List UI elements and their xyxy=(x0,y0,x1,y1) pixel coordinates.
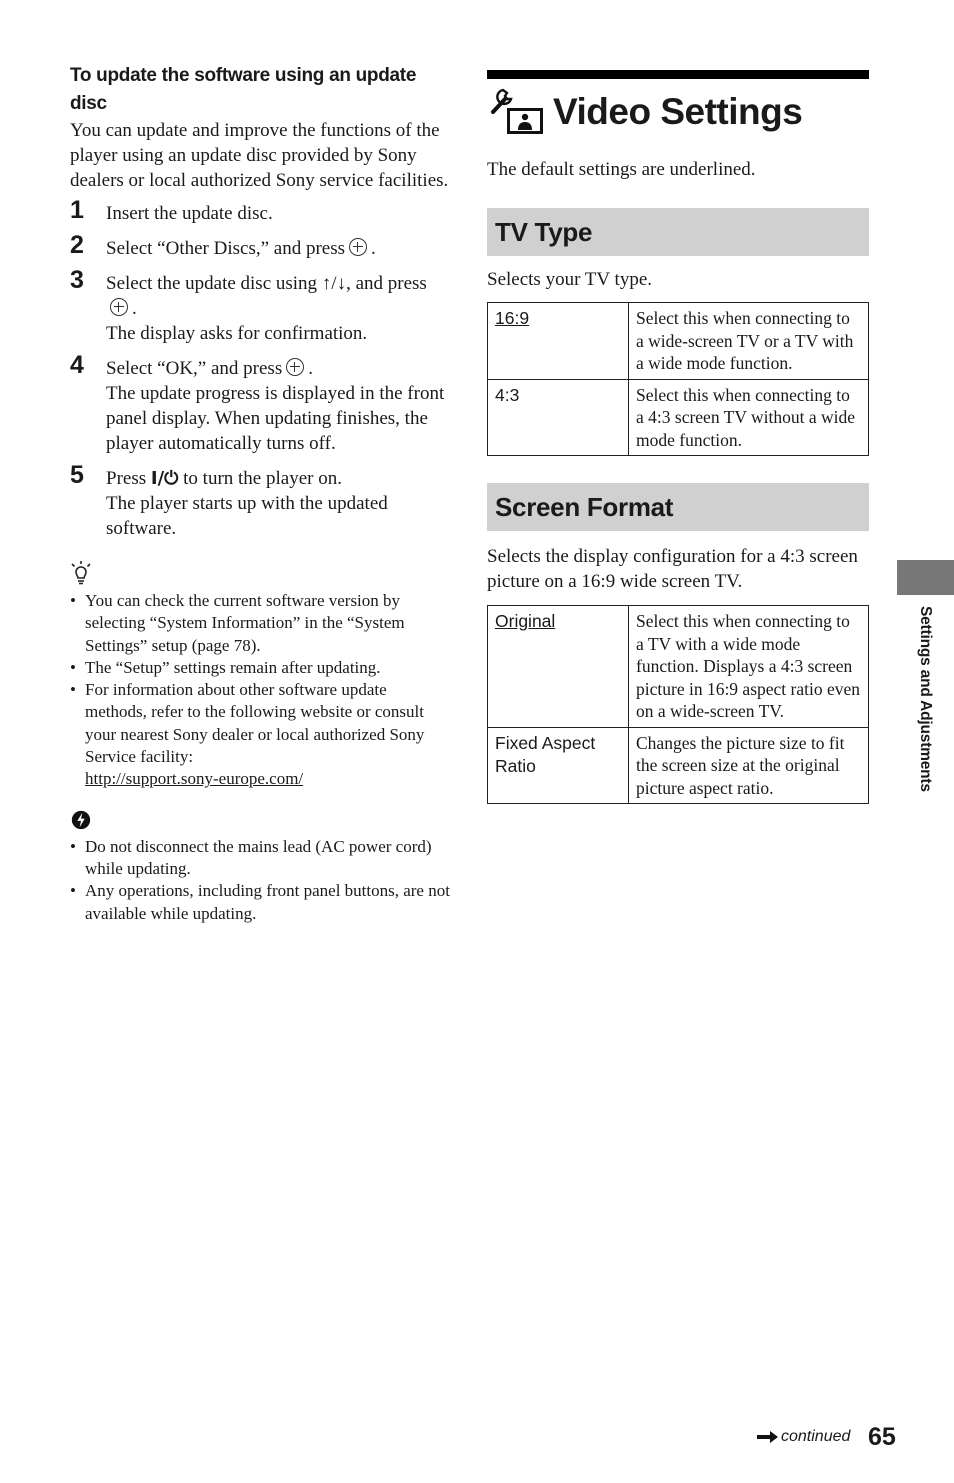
section-description: Selects the display configuration for a 4:3 screen picture on a 16:9 wide screen TV. xyxy=(487,546,858,592)
screen-format-table xyxy=(487,605,869,804)
step-number: 1 xyxy=(70,196,84,224)
enter-button-icon xyxy=(349,238,367,256)
enter-button-icon xyxy=(110,298,128,316)
step-text: Press xyxy=(106,468,147,489)
enter-button-icon xyxy=(286,358,304,376)
table-row xyxy=(488,727,869,804)
option-cell xyxy=(488,606,629,728)
option-label: Original xyxy=(495,611,556,631)
list-item: • The “Setup” settings remain after updating. xyxy=(70,657,452,679)
description-cell: Select this when connecting to a 4:3 screen TV without a wide mode function. xyxy=(629,379,869,456)
list-item: • Any operations, including front panel buttons, are not available while updating. xyxy=(70,880,452,925)
screen-format-heading-bar xyxy=(487,483,869,531)
step-subtext: The update progress is displayed in the front panel display. When updating finishes, the player automatically turns off. xyxy=(106,383,445,454)
step-text: Select “OK,” and press xyxy=(106,358,283,379)
step-5 xyxy=(70,461,452,541)
step-text-end: to turn the player on. xyxy=(183,468,342,489)
option-cell xyxy=(488,727,629,804)
list-item xyxy=(70,679,452,790)
continued-indicator xyxy=(757,1428,850,1446)
step-text: Insert the update disc. xyxy=(106,203,273,224)
update-heading: To update the software using an update disc xyxy=(70,65,417,114)
option-cell xyxy=(488,379,629,456)
table-row xyxy=(488,606,869,728)
power-icon: I/⏻ xyxy=(150,468,179,489)
step-number: 5 xyxy=(70,461,84,489)
caution-list xyxy=(70,836,452,925)
chapter-label xyxy=(912,606,936,816)
step-number: 4 xyxy=(70,351,84,379)
step-text: Select the update disc using ↑/↓, and press xyxy=(106,273,427,294)
chapter-label-text: Settings and Adjustments xyxy=(917,606,934,792)
option-cell xyxy=(488,303,629,380)
step-number: 2 xyxy=(70,231,84,259)
table-row xyxy=(488,379,869,456)
step-2 xyxy=(70,231,452,261)
right-column xyxy=(487,70,869,804)
list-item-text: For information about other software update methods, refer to the following website or consult your nearest Sony dealer or local authorized Sony Service facility: xyxy=(85,680,425,767)
title-row xyxy=(487,81,869,143)
section-heading: TV Type xyxy=(495,216,593,247)
arrow-right-icon xyxy=(757,1430,779,1444)
step-number: 3 xyxy=(70,266,84,294)
page-number: 65 xyxy=(868,1423,896,1451)
step-4 xyxy=(70,351,452,456)
defaults-note: The default settings are underlined. xyxy=(487,159,756,180)
step-subtext: The player starts up with the updated software. xyxy=(106,493,388,539)
tv-type-heading-bar xyxy=(487,208,869,256)
table-row xyxy=(488,303,869,380)
support-url-link[interactable]: http://support.sony-europe.com/ xyxy=(85,769,304,789)
option-label: 16:9 xyxy=(495,308,530,328)
description-cell: Select this when connecting to a TV with a wide mode function. Displays a 4:3 screen picture in 16:9 aspect ratio even on a wide-screen TV. xyxy=(629,606,869,728)
title-rule xyxy=(487,70,869,79)
list-item: • You can check the current software version by selecting “System Information” in the “System Settings” setup (page 78). xyxy=(70,590,452,657)
step-text-end: . xyxy=(371,238,376,259)
description-cell: Changes the picture size to fit the screen size at the original picture aspect ratio. xyxy=(629,727,869,804)
caution-icon xyxy=(70,809,92,831)
section-heading: Screen Format xyxy=(495,491,674,522)
video-settings-icon xyxy=(487,86,545,138)
step-text-end: . xyxy=(132,298,137,319)
step-1 xyxy=(70,196,452,226)
step-3 xyxy=(70,266,452,346)
step-text-end: . xyxy=(308,358,313,379)
step-subtext: The display asks for confirmation. xyxy=(106,323,368,344)
tv-type-table xyxy=(487,302,869,456)
page-title: Video Settings xyxy=(553,91,803,132)
description-cell: Select this when connecting to a wide-screen TV or a TV with a wide mode function. xyxy=(629,303,869,380)
list-item: • Do not disconnect the mains lead (AC power cord) while updating. xyxy=(70,836,452,881)
chapter-tab xyxy=(897,560,954,595)
update-intro: You can update and improve the functions of the player using an update disc provided by Sony dealers or local authorized Sony service facilities. xyxy=(70,120,449,191)
option-label: 4:3 xyxy=(495,384,520,405)
step-text: Select “Other Discs,” and press xyxy=(106,238,346,259)
section-description: Selects your TV type. xyxy=(487,269,652,290)
left-column xyxy=(70,62,452,925)
continued-text: continued xyxy=(781,1428,851,1445)
hint-list xyxy=(70,590,452,791)
hint-bulb-icon xyxy=(70,561,92,585)
option-label: Fixed Aspect Ratio xyxy=(495,732,596,776)
